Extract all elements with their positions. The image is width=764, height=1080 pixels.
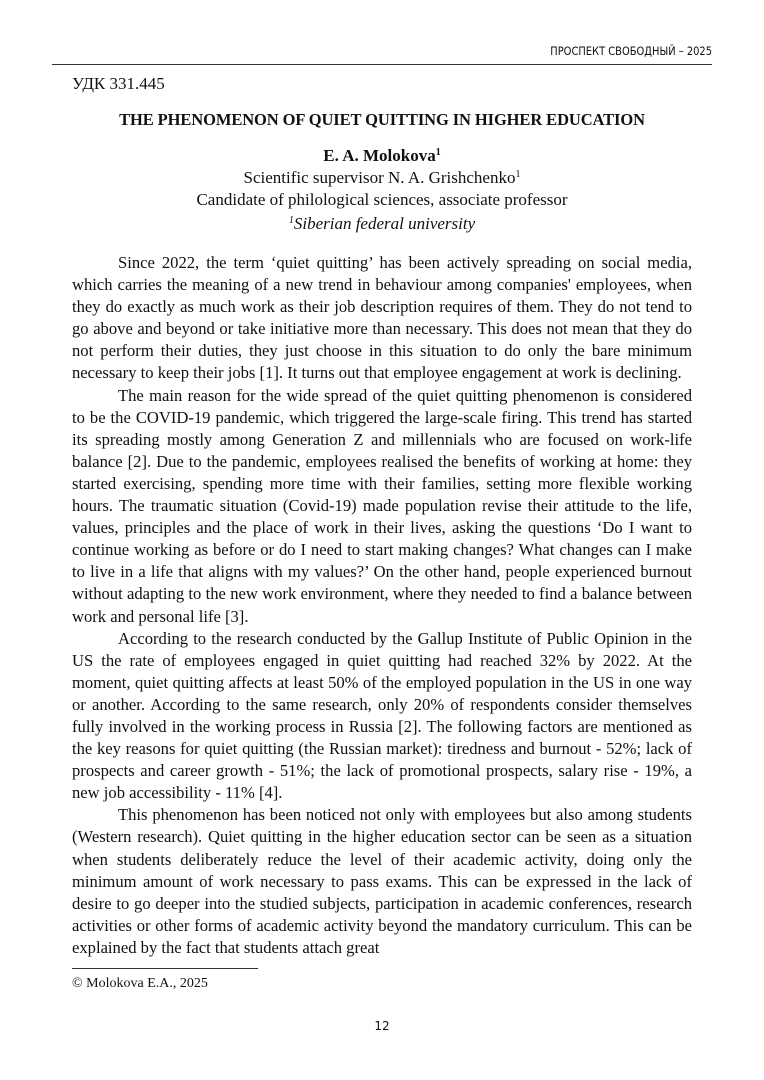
paragraph: Since 2022, the term ‘quiet quitting’ has been actively spreading on social media, which carries the meaning of a new trend in behaviour among companies' employees, when they do exactly as much work as their job description requires of them. They do not tend to go above and beyond or take initiative more than necessary. This does not mean that they do not perform their duties, they just choose in this situation to do only the bare minimum necessary to keep their jobs [1]. It turns out that employee engagement at work is declining. (72, 253, 692, 383)
affiliation-mark: 1 (288, 215, 294, 226)
footnote-rule (72, 968, 258, 969)
author-name: E. A. Molokova (323, 146, 436, 165)
copyright-footnote: © Molokova E.A., 2025 (72, 976, 208, 991)
article-title: THE PHENOMENON OF QUIET QUITTING IN HIGHER EDUCATION (119, 110, 645, 129)
paragraph: The main reason for the wide spread of the quiet quitting phenomenon is considered to be the COVID-19 pandemic, which triggered the large-scale firing. This trend has started its spreading mostly among Generation Z and millennials who are focused on work-life balance [2]. Due to the pandemic, employees realised the benefits of working at home: they started exercising, spending more time with their families, setting more flexible working hours. The traumatic situation (Covid-19) made population revise their attitude to the life, values, principles and the place of work in their lives, asking the questions ‘Do I want to continue working as before or do I need to start making changes? What changes can I make to live in a life that aligns with my values?’ On the other hand, people experienced burnout without adapting to the new work environment, where they needed to find a balance between work and personal life [3]. (72, 385, 692, 626)
udk-code: УДК 331.445 (72, 74, 165, 93)
supervisor-degree: Candidate of philological sciences, associate professor (196, 190, 568, 209)
author-affiliation-mark: 1 (435, 147, 441, 158)
paragraph: This phenomenon has been noticed not only with employees but also among students (Western research). Quiet quitting in the higher education sector can be seen as a situation when students deliberately reduce the level of their academic activity, doing only the minimum amount of work necessary to pass exams. This can be expressed in the lack of desire to go deeper into the studied subjects, participation in academic conferences, research activities or other forms of academic activity beyond the mandatory curriculum. This can be explained by the fact that students attach great (72, 805, 692, 957)
paragraph: According to the research conducted by the Gallup Institute of Public Opinion in the US the rate of employees engaged in quiet quitting had reached 32% by 2022. At the moment, quiet quitting affects at least 50% of the employed population in the US in one way or another. According to the same research, only 20% of respondents consider themselves fully involved in the working process in Russia [2]. The following factors are mentioned as the key reasons for quiet quitting (the Russian market): tiredness and burnout - 52%; lack of prospects and career growth - 51%; the lack of promotional prospects, salary rise - 19%, a new job accessibility - 11% [4]. (72, 628, 692, 803)
author-line (0, 146, 764, 166)
affiliation-line (0, 214, 764, 234)
article-body (72, 252, 692, 959)
header-rule (52, 64, 712, 65)
page-number: 12 (374, 1019, 390, 1033)
affiliation-name: Siberian federal university (293, 214, 476, 233)
supervisor-line (0, 168, 764, 188)
supervisor-name: Scientific supervisor N. A. Grishchenko (243, 168, 516, 187)
running-header: ПРОСПЕКТ СВОБОДНЫЙ – 2025 (550, 44, 712, 58)
supervisor-affiliation-mark: 1 (515, 169, 521, 180)
